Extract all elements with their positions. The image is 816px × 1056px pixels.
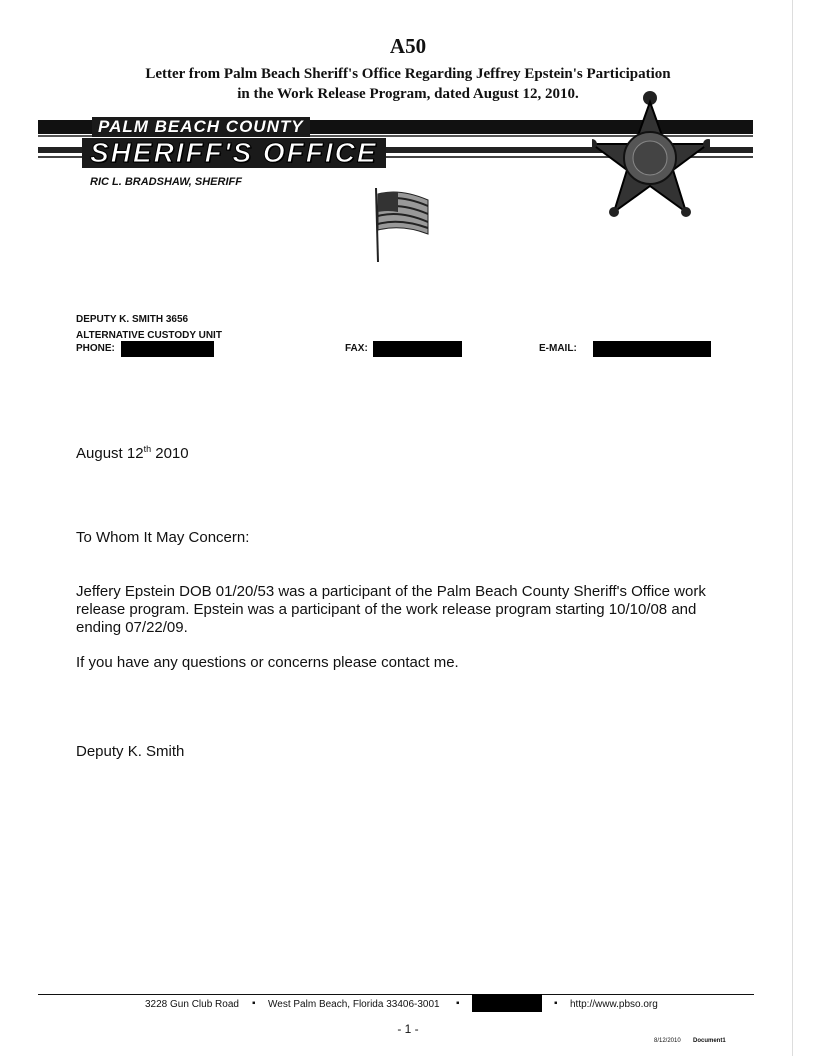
american-flag-icon	[370, 186, 432, 262]
fax-label: FAX:	[345, 343, 368, 354]
caption-line-1: Letter from Palm Beach Sheriff's Office Regarding Jeffrey Epstein's Participation	[145, 66, 671, 82]
signature-name: Deputy K. Smith	[76, 743, 185, 760]
page-edge-line	[792, 0, 793, 1056]
footer-website-link[interactable]: http://www.pbso.org	[570, 999, 658, 1010]
letter-paragraph-2: If you have any questions or concerns please contact me.	[76, 654, 459, 671]
sheriff-star-badge-icon	[592, 88, 710, 220]
print-stamp-document: Document1	[693, 1038, 726, 1044]
footer-bullet-2: ▪	[456, 998, 460, 1009]
phone-redaction	[121, 341, 214, 357]
exhibit-label: A50	[389, 34, 427, 58]
email-redaction	[593, 341, 711, 357]
letter-date	[76, 440, 189, 463]
sheriff-name: RIC L. BRADSHAW, SHERIFF	[90, 176, 242, 188]
salutation: To Whom It May Concern:	[76, 529, 250, 546]
date-suffix: 2010	[151, 445, 189, 462]
date-prefix: August 12	[76, 445, 144, 462]
caption-line-2: in the Work Release Program, dated August 12, 2010.	[237, 86, 579, 102]
phone-label: PHONE:	[76, 343, 115, 354]
footer-rule	[38, 994, 754, 995]
custody-unit: ALTERNATIVE CUSTODY UNIT	[76, 330, 222, 341]
deputy-name-badge: DEPUTY K. SMITH 3656	[76, 314, 189, 325]
fax-redaction	[373, 341, 462, 357]
footer-city: West Palm Beach, Florida 33406-3001	[268, 999, 440, 1010]
footer-redaction	[472, 994, 542, 1012]
email-label: E-MAIL:	[539, 343, 577, 354]
letter-paragraph-1: Jeffery Epstein DOB 01/20/53 was a participant of the Palm Beach County Sheriff's Office work release program. Epstein was a participant of the work release program starting 10/10/08 and ending 07/22/09.	[76, 583, 706, 636]
letterhead-office: SHERIFF'S OFFICE	[82, 138, 386, 168]
footer-bullet-1: ▪	[252, 998, 256, 1009]
date-superscript: th	[143, 444, 152, 454]
footer-bullet-3: ▪	[554, 998, 558, 1009]
footer-address: 3228 Gun Club Road	[145, 999, 239, 1010]
letterhead-county: PALM BEACH COUNTY	[92, 117, 310, 137]
print-stamp-date: 8/12/2010	[654, 1038, 681, 1044]
page-number: - 1 -	[397, 1022, 419, 1036]
